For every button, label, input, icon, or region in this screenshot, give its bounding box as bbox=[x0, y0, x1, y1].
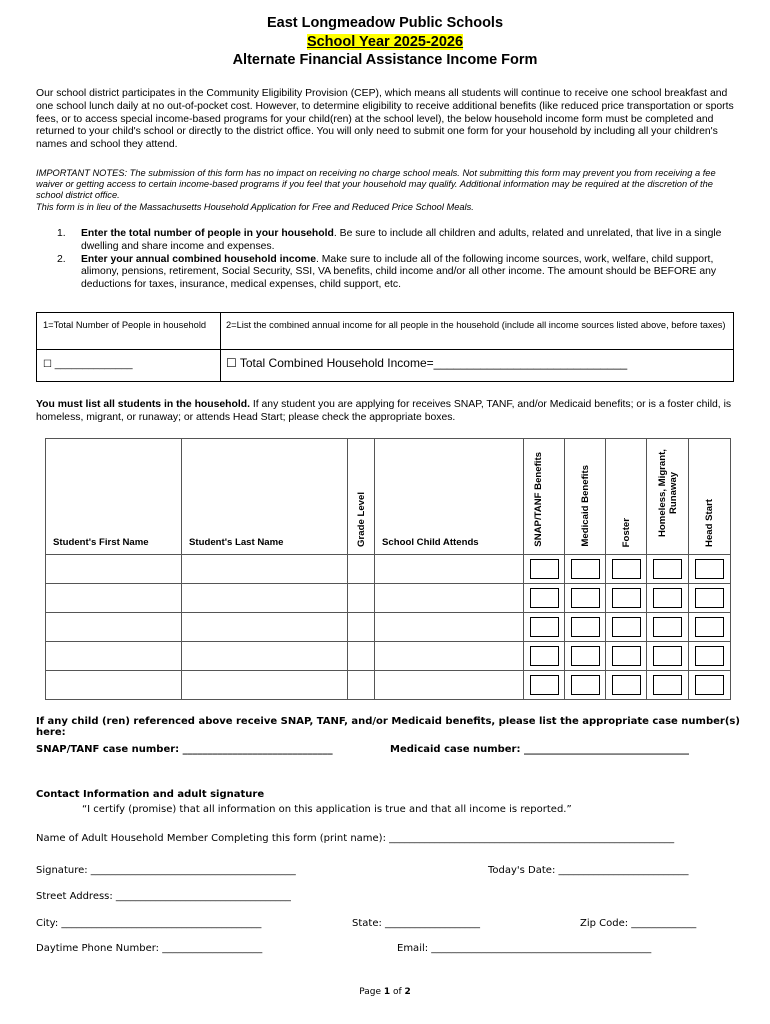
grade-cell[interactable] bbox=[348, 613, 375, 642]
intro-paragraph: Our school district participates in the Community Eligibility Provision (CEP), which means all students will continue to receive one school breakfast and one school lunch daily at no out-of-pocket cost. However, to determine eligibility to receive additional benefits (like reduced price transportation or sports fees, or to access special income-based programs for your child(ren) at the school level), the below household income form must be completed and returned to your child's school or directly to the district office. You will only need to submit one form for your household by including all your children's names and school they attend. bbox=[36, 88, 734, 151]
street-address-field[interactable]: Street Address: ___________________________________ bbox=[36, 891, 291, 902]
students-instructions: You must list all students in the household. If any student you are applying for receives SNAP, TANF, and/or Medicaid benefits; or is a foster child, is homeless, migrant, or runaway; or attends Head Start; please check the appropriate boxes. bbox=[36, 399, 732, 423]
city-field[interactable]: City: ________________________________________ bbox=[36, 918, 262, 929]
homeless-checkbox[interactable] bbox=[653, 559, 682, 579]
school-cell[interactable] bbox=[375, 584, 524, 613]
todays-date-field[interactable]: Today's Date: __________________________ bbox=[488, 865, 689, 876]
col-first-name: Student's First Name bbox=[46, 439, 182, 555]
household-size-field[interactable]: ☐ ______________ bbox=[43, 359, 133, 370]
instruction-item: 2. Enter your annual combined household income. Make sure to include all of the following income sources, work, welfare, child support, alimony, pensions, retirement, Social Security, SSI, VA benefits, child income and/or all other income. The amount should be BEFORE any deductions for taxes, insurance, medical expenses, child support, etc. bbox=[57, 253, 717, 291]
head-start-checkbox[interactable] bbox=[695, 675, 724, 695]
first-name-cell[interactable] bbox=[46, 613, 182, 642]
table-row bbox=[46, 613, 731, 642]
col-medicaid: Medicaid Benefits bbox=[565, 439, 606, 555]
last-name-cell[interactable] bbox=[182, 584, 348, 613]
signature-field[interactable]: Signature: _________________________________________ bbox=[36, 865, 296, 876]
grade-cell[interactable] bbox=[348, 584, 375, 613]
adult-name-field[interactable]: Name of Adult Household Member Completing this form (print name): _________________________________________________________ bbox=[36, 833, 675, 844]
school-name: East Longmeadow Public Schools bbox=[266, 15, 504, 31]
important-notes: IMPORTANT NOTES: The submission of this form has no impact on receiving no charge school meals. Not submitting this form may prevent you from receiving a fee waiver or getting access to certain income-based programs if you feel that your household may qualify. Additional information may be required at the discretion of the school district office. This form is in lieu of the Massachusetts Household Application for Free and Reduced Price School Meals. bbox=[36, 168, 716, 212]
medicaid-case-number-field[interactable]: Medicaid case number: _________________________________ bbox=[390, 744, 689, 755]
head-start-checkbox[interactable] bbox=[695, 588, 724, 608]
certification-statement: “I certify (promise) that all information on this application is true and that all income is reported.” bbox=[82, 804, 572, 815]
instruction-item: 1. Enter the total number of people in your household. Be sure to include all children and adults, related and unrelated, that live in a single dwelling and share income and expenses. bbox=[57, 228, 722, 252]
snap-checkbox[interactable] bbox=[530, 559, 559, 579]
foster-checkbox[interactable] bbox=[612, 646, 641, 666]
last-name-cell[interactable] bbox=[182, 555, 348, 584]
medicaid-checkbox[interactable] bbox=[571, 646, 600, 666]
students-table bbox=[45, 438, 731, 700]
contact-heading: Contact Information and adult signature bbox=[36, 789, 265, 800]
homeless-checkbox[interactable] bbox=[653, 617, 682, 637]
snap-checkbox[interactable] bbox=[530, 617, 559, 637]
grade-cell[interactable] bbox=[348, 671, 375, 700]
household-income-label: 2=List the combined annual income for all people in the household (include all income sources listed above, before taxes) bbox=[226, 320, 726, 330]
snap-case-number-field[interactable]: SNAP/TANF case number: ______________________________ bbox=[36, 744, 333, 755]
snap-checkbox[interactable] bbox=[530, 675, 559, 695]
foster-checkbox[interactable] bbox=[612, 675, 641, 695]
homeless-checkbox[interactable] bbox=[653, 588, 682, 608]
col-foster: Foster bbox=[606, 439, 647, 555]
homeless-checkbox[interactable] bbox=[653, 675, 682, 695]
email-field[interactable]: Email: ____________________________________________ bbox=[397, 943, 652, 954]
last-name-cell[interactable] bbox=[182, 613, 348, 642]
head-start-checkbox[interactable] bbox=[695, 646, 724, 666]
last-name-cell[interactable] bbox=[182, 671, 348, 700]
col-school: School Child Attends bbox=[375, 439, 524, 555]
zip-code-field[interactable]: Zip Code: _____________ bbox=[580, 918, 697, 929]
medicaid-checkbox[interactable] bbox=[571, 675, 600, 695]
snap-checkbox[interactable] bbox=[530, 588, 559, 608]
grade-cell[interactable] bbox=[348, 555, 375, 584]
foster-checkbox[interactable] bbox=[612, 588, 641, 608]
table-row bbox=[46, 584, 731, 613]
medicaid-checkbox[interactable] bbox=[571, 588, 600, 608]
school-cell[interactable] bbox=[375, 671, 524, 700]
medicaid-checkbox[interactable] bbox=[571, 559, 600, 579]
foster-checkbox[interactable] bbox=[612, 559, 641, 579]
col-homeless: Homeless, Migrant, Runaway bbox=[647, 439, 689, 555]
last-name-cell[interactable] bbox=[182, 642, 348, 671]
case-number-prompt: If any child (ren) referenced above receive SNAP, TANF, and/or Medicaid benefits, please list the appropriate case number(s) here: bbox=[36, 716, 740, 738]
col-grade-level: Grade Level bbox=[348, 439, 375, 555]
school-cell[interactable] bbox=[375, 613, 524, 642]
first-name-cell[interactable] bbox=[46, 584, 182, 613]
table-row bbox=[46, 555, 731, 584]
table-row bbox=[46, 642, 731, 671]
school-cell[interactable] bbox=[375, 555, 524, 584]
head-start-checkbox[interactable] bbox=[695, 617, 724, 637]
foster-checkbox[interactable] bbox=[612, 617, 641, 637]
state-field[interactable]: State: ___________________ bbox=[352, 918, 481, 929]
first-name-cell[interactable] bbox=[46, 555, 182, 584]
phone-field[interactable]: Daytime Phone Number: ____________________ bbox=[36, 943, 263, 954]
medicaid-checkbox[interactable] bbox=[571, 617, 600, 637]
household-income-field[interactable]: ☐ Total Combined Household Income=_____________________________ bbox=[226, 356, 628, 370]
table-row bbox=[46, 671, 731, 700]
instruction-list bbox=[57, 228, 737, 292]
col-snap-tanf: SNAP/TANF Benefits bbox=[524, 439, 565, 555]
snap-checkbox[interactable] bbox=[530, 646, 559, 666]
school-year: School Year 2025-2026 bbox=[306, 34, 464, 50]
household-size-label: 1=Total Number of People in household bbox=[43, 320, 207, 330]
col-last-name: Student's Last Name bbox=[182, 439, 348, 555]
form-title: Alternate Financial Assistance Income Form bbox=[232, 52, 538, 68]
head-start-checkbox[interactable] bbox=[695, 559, 724, 579]
col-head-start: Head Start bbox=[689, 439, 731, 555]
page-number: Page 1 of 2 bbox=[359, 987, 411, 997]
household-info-box bbox=[36, 312, 734, 382]
homeless-checkbox[interactable] bbox=[653, 646, 682, 666]
grade-cell[interactable] bbox=[348, 642, 375, 671]
first-name-cell[interactable] bbox=[46, 671, 182, 700]
school-cell[interactable] bbox=[375, 642, 524, 671]
first-name-cell[interactable] bbox=[46, 642, 182, 671]
